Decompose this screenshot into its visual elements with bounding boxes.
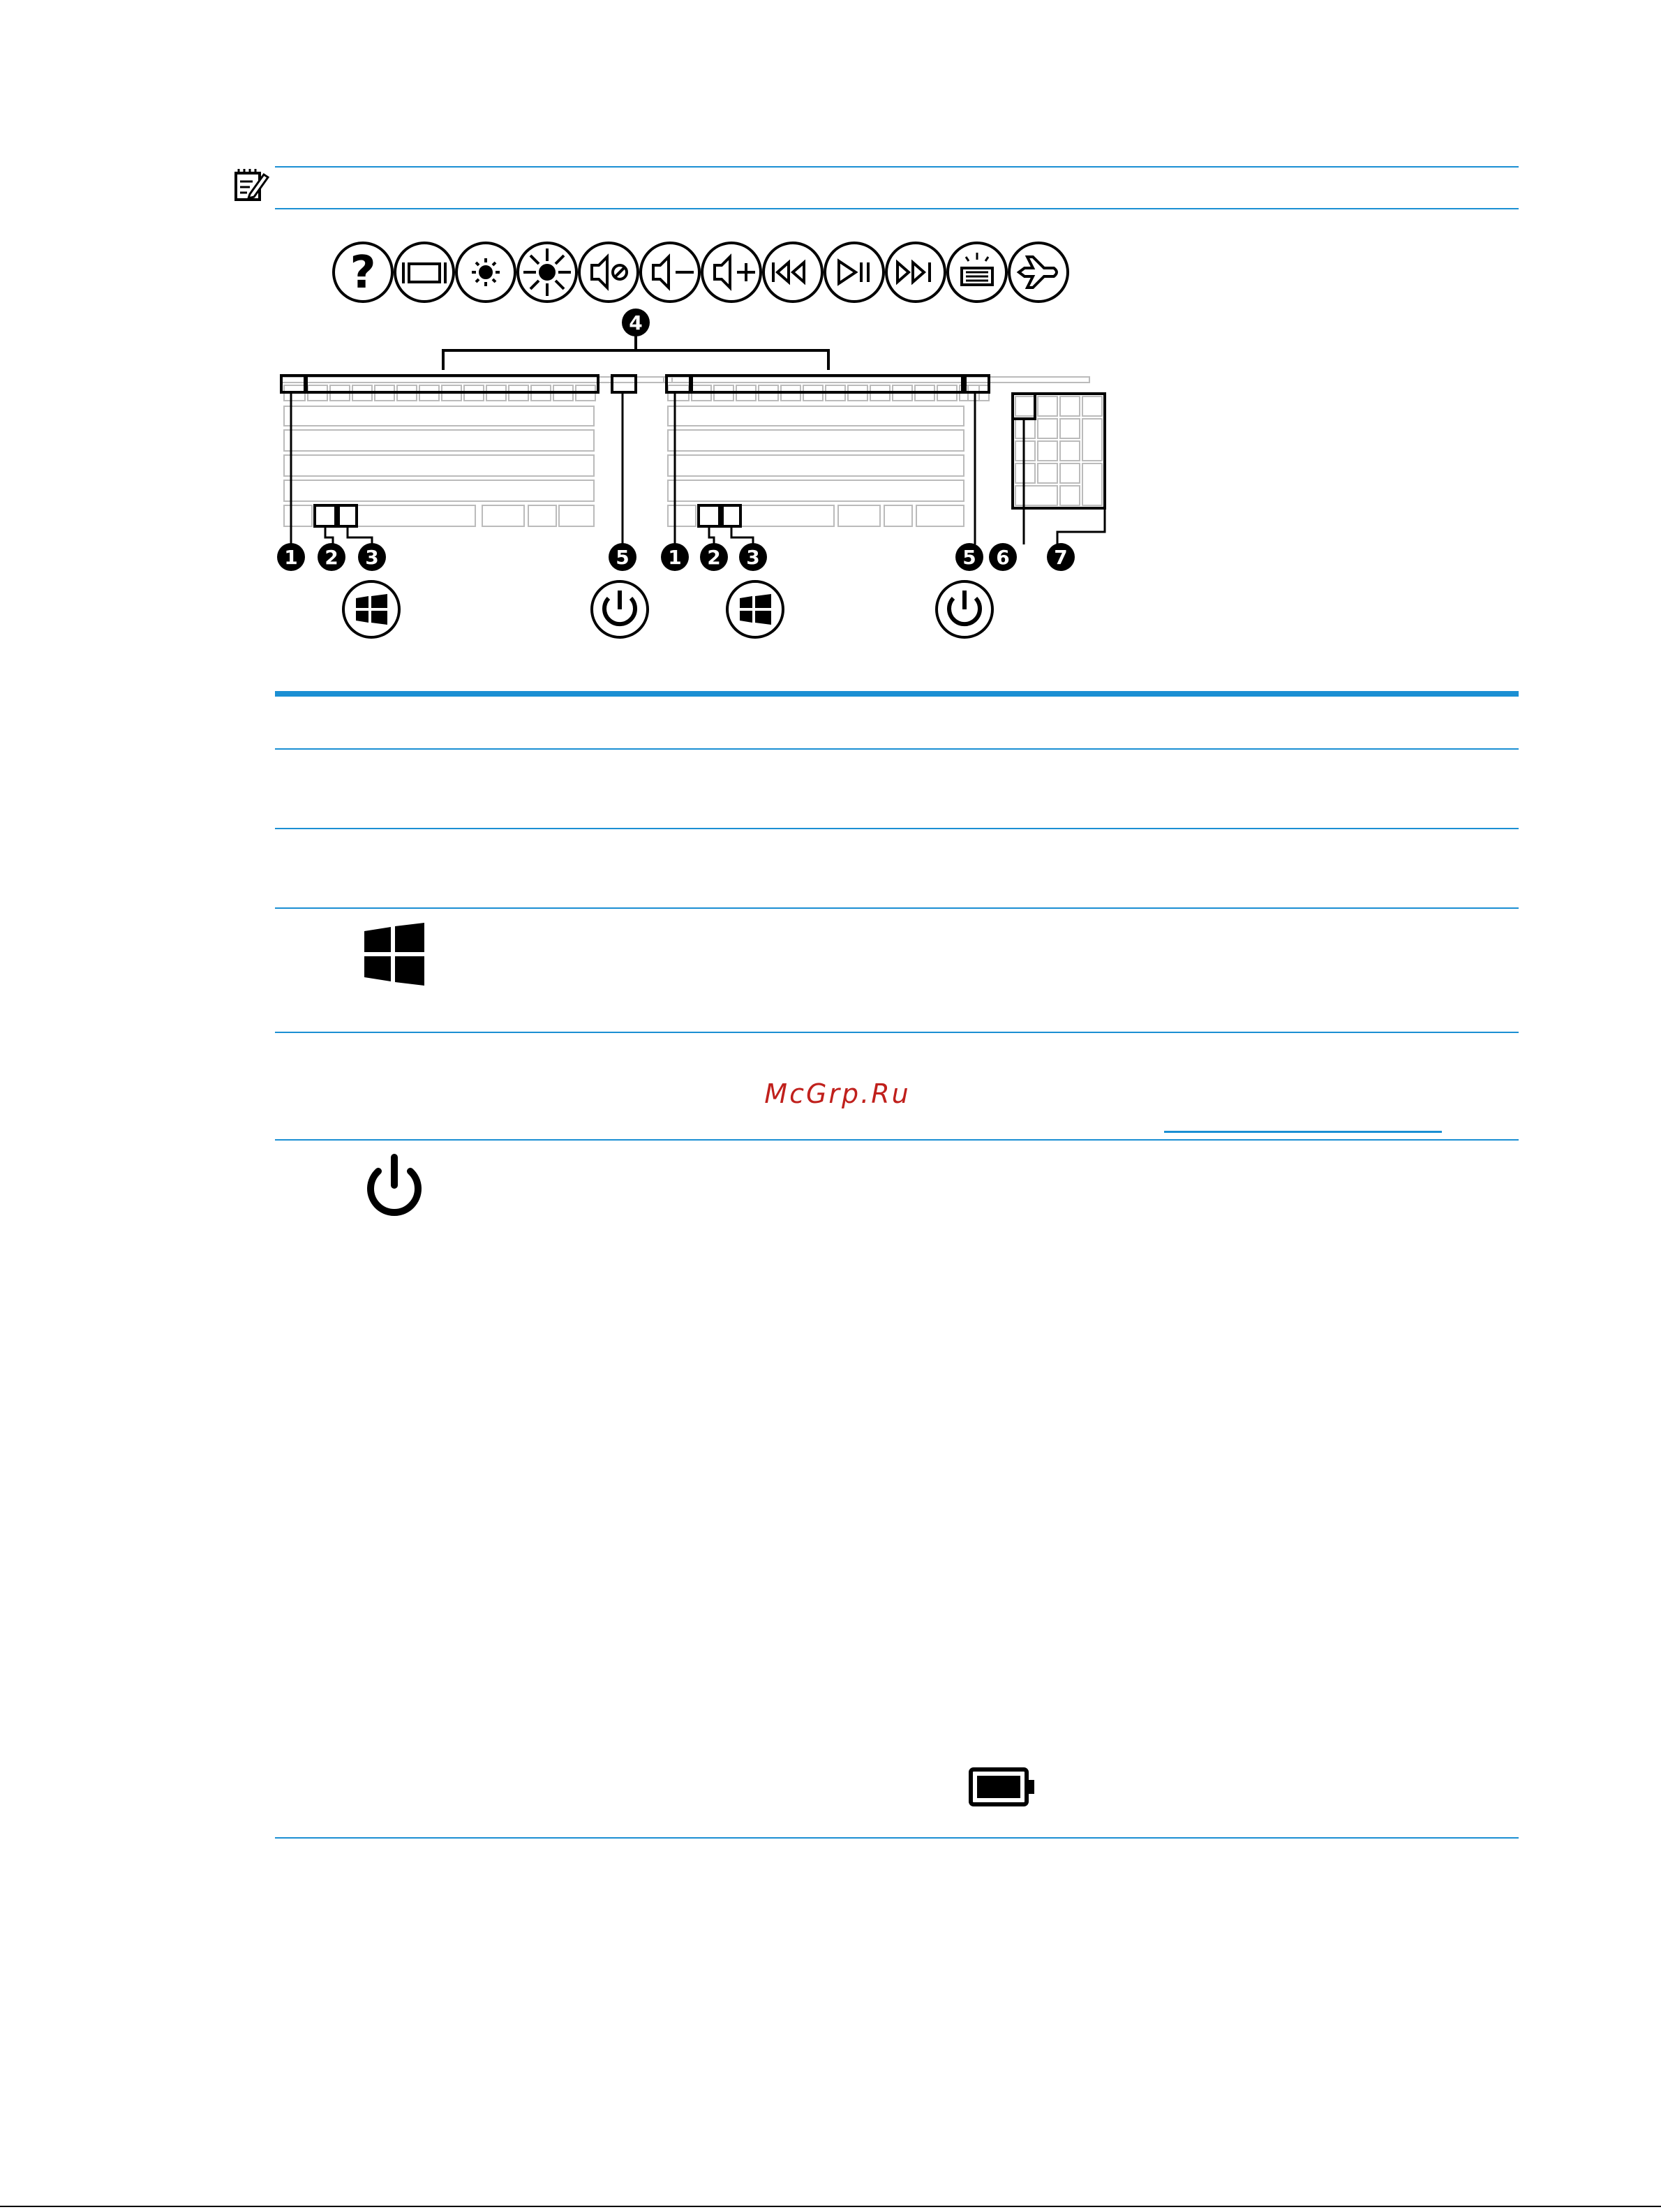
play-pause-icon bbox=[825, 243, 884, 302]
power-icon-left bbox=[592, 581, 648, 637]
highlight-win-right bbox=[722, 505, 740, 526]
next-track-icon bbox=[886, 243, 945, 302]
keyboard-left bbox=[281, 377, 672, 526]
note-icon bbox=[233, 168, 269, 204]
callout-left-1-label: 1 bbox=[284, 546, 298, 569]
airplane-mode-icon bbox=[1009, 243, 1068, 302]
callout-right-6-label: 6 bbox=[996, 546, 1010, 569]
callout-4-label: 4 bbox=[629, 311, 643, 334]
battery-icon bbox=[969, 1767, 1036, 1806]
highlight-power-right bbox=[965, 376, 989, 392]
table-header-rule bbox=[275, 748, 1519, 750]
note-bottom-rule bbox=[275, 208, 1519, 209]
highlight-esc-left bbox=[281, 376, 305, 392]
brightness-down-icon bbox=[456, 243, 515, 302]
callout-left-5-label: 5 bbox=[616, 546, 630, 569]
highlight-win-left bbox=[338, 505, 357, 526]
volume-down-icon bbox=[641, 243, 699, 302]
highlight-fn-right bbox=[699, 505, 720, 526]
switch-screen-icon bbox=[395, 243, 454, 302]
table-row-rule-1 bbox=[275, 828, 1519, 829]
keyboard-diagram bbox=[276, 307, 1113, 649]
power-icon-right bbox=[937, 581, 992, 637]
callout-right-7-label: 7 bbox=[1054, 546, 1068, 569]
table-row-rule-3 bbox=[275, 1032, 1519, 1033]
windows-key-icon-left bbox=[343, 581, 399, 637]
brightness-up-icon bbox=[518, 243, 576, 302]
table-row-rule-4 bbox=[275, 1139, 1519, 1141]
windows-key-icon bbox=[363, 923, 426, 986]
volume-up-icon bbox=[702, 243, 761, 302]
highlight-power-left bbox=[612, 376, 636, 392]
svg-text:?: ? bbox=[350, 247, 376, 299]
highlight-action-keys-right bbox=[692, 376, 962, 392]
keyboard-backlight-icon bbox=[948, 243, 1006, 302]
windows-key-icon-right bbox=[727, 581, 783, 637]
callout-left-2-label: 2 bbox=[325, 546, 338, 569]
table-row-rule-2 bbox=[275, 907, 1519, 909]
callout-right-2-label: 2 bbox=[707, 546, 721, 569]
callout-left-3-label: 3 bbox=[365, 546, 379, 569]
mute-icon bbox=[579, 243, 638, 302]
help-icon bbox=[334, 243, 392, 302]
table-bottom-rule bbox=[275, 1837, 1519, 1839]
page-bottom-rule bbox=[0, 2206, 1661, 2207]
highlight-fn-left bbox=[315, 505, 336, 526]
note-top-rule bbox=[275, 166, 1519, 168]
table-top-rule bbox=[275, 691, 1519, 697]
previous-track-icon bbox=[764, 243, 822, 302]
highlight-esc-right bbox=[666, 376, 690, 392]
callout-right-1-label: 1 bbox=[668, 546, 682, 569]
highlight-keypad bbox=[1013, 394, 1105, 508]
callout-right-3-label: 3 bbox=[746, 546, 760, 569]
callout-right-5-label: 5 bbox=[962, 546, 976, 569]
watermark: McGrp.Ru bbox=[764, 1078, 911, 1109]
action-keys-icon-row bbox=[328, 237, 1082, 307]
link-underline[interactable] bbox=[1164, 1131, 1442, 1133]
power-icon bbox=[363, 1153, 426, 1220]
